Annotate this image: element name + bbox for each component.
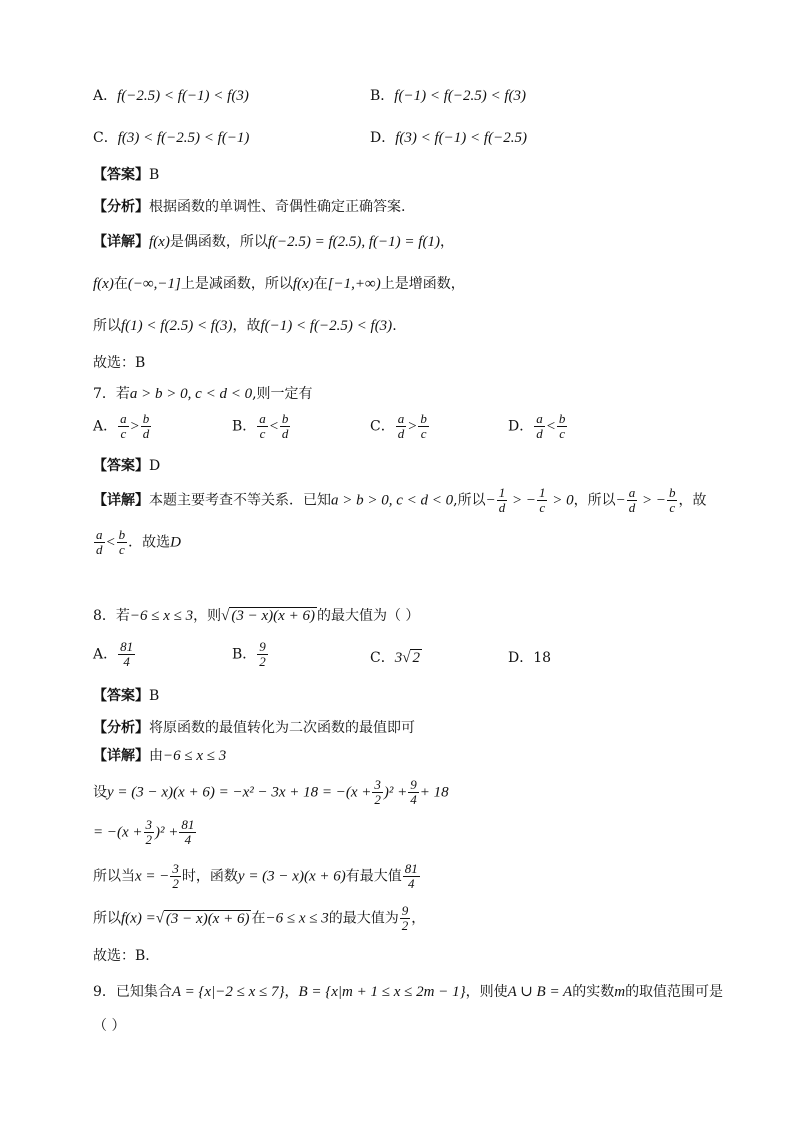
q8-option-a [93,640,136,669]
text: ， [439,234,454,250]
math: x = − [135,868,170,885]
fraction: $\frac{3}{2}$ [172,861,179,891]
math: )² + [155,824,179,841]
fraction: $\frac{b}{c}$ [420,411,427,441]
fraction: $\frac{b}{c}$ [118,527,126,557]
answer-tag: 【答案】 [93,458,149,474]
fraction: $\frac{81}{4}$ [120,639,134,669]
math: f(x) [93,276,114,292]
fraction: $\frac{a}{c}$ [120,411,127,441]
option-letter: D． [508,650,534,666]
math: > − [638,492,666,509]
fraction: $\frac{81}{4}$ [404,861,418,891]
option-letter: D． [370,130,396,146]
text: 9．已知集合 [93,984,172,1000]
math: f(x) [292,276,314,292]
answer-value: D [149,458,161,474]
fraction: $\frac{3}{2}$ [374,777,381,807]
q9-stem [93,982,723,1002]
math: )² + [383,784,408,801]
fraction: $\frac{1}{d}$ [498,485,506,515]
fraction: $\frac{b}{c}$ [558,411,566,441]
text: 故选：B. [93,948,150,964]
answer-tag: 【答案】 [93,688,149,704]
fraction: $\frac{a}{d}$ [628,485,636,515]
text: 上是增函数， [380,276,465,292]
math: f(1) < f(2.5) < f(3) [121,318,233,334]
q6-option-c [93,128,249,148]
fraction: $\frac{1}{c}$ [538,485,546,515]
option-letter: B． [370,88,395,104]
text: ，故 [232,318,261,334]
text: 8．若 [93,608,130,624]
fraction: $\frac{b}{d}$ [142,411,150,441]
q7-answer [93,456,160,476]
q8-choose [93,946,150,966]
q7-detail-line-1 [93,486,706,515]
text: 时，函数 [181,868,238,885]
answer-value: B [149,167,160,183]
q6-detail-line-3 [93,316,397,336]
text: 在 [113,276,128,292]
text: ，所以 [573,492,616,509]
fraction: $\frac{9}{2}$ [259,639,266,669]
q8-detail-line-0 [93,746,226,766]
math: m [614,984,626,1000]
q7-detail-line-2 [93,528,181,557]
fraction: $\frac{a}{d}$ [536,411,543,441]
option-expression: f(3) < f(−2.5) < f(−1) [117,130,250,146]
q8-detail-line-3 [93,862,421,891]
operator: < [268,418,279,435]
q7-option-b [232,412,291,441]
analysis-text: 根据函数的单调性、奇偶性确定正确答案. [149,199,406,215]
q7-option-a [93,412,152,441]
math: (−∞,−1] [127,276,181,292]
text: 由 [149,748,163,764]
text: 的实数 [572,984,615,1000]
q7-option-c [370,412,430,441]
fraction: $\frac{9}{4}$ [410,777,417,807]
text: ，则使 [465,984,508,1000]
math: y = (3 − x)(x + 6) [237,868,346,885]
q8-detail-line-2 [93,818,197,847]
text: 的最大值为（ ） [316,608,420,624]
math: y = (3 − x)(x + 6) = −x² − 3x + 18 = −(x + [107,784,372,801]
option-letter: A． [93,418,118,435]
option-value: 18 [533,650,552,666]
text: 7．若 [93,386,130,402]
text: ．故选 [128,534,171,551]
option-letter: D． [508,418,534,435]
detail-tag: 【详解】 [93,748,149,764]
detail-tag: 【详解】 [93,234,149,250]
text: 设 [93,784,107,801]
math: > 0 [548,492,574,509]
text: 的最大值为 [328,910,399,927]
q8-detail-line-4: 所以f(x) =√ (3 − x)(x + 6) 在−6 ≤ x ≤ 3的最大值为 $\frac{9}{2}$ ， [93,903,426,933]
math: f(x) [149,234,170,250]
q8-answer [93,686,159,706]
text: 在 [313,276,328,292]
math: −6 ≤ x ≤ 3 [129,608,194,624]
option-letter: C． [370,650,395,666]
math: a > b > 0, c < d < 0 [129,386,253,402]
detail-tag: 【详解】 [93,492,149,509]
option-expression: f(−2.5) < f(−1) < f(3) [117,88,249,104]
operator: > [129,418,140,435]
fraction: $\frac{b}{d}$ [281,411,289,441]
math: − [615,492,626,509]
text: ，则 [193,608,222,624]
fraction: $\frac{b}{c}$ [668,485,676,515]
math: D [170,534,181,551]
analysis-tag: 【分析】 [93,199,149,215]
option-letter: C． [370,418,395,435]
text: 所以 [93,910,121,927]
math: A ∪ B = A [507,984,573,1000]
math: 3 [394,650,403,666]
q6-option-a [93,86,249,106]
answer-tag: 【答案】 [93,167,149,183]
option-letter: C． [93,130,118,146]
option-letter: A． [93,88,118,104]
text: . [392,318,397,334]
option-letter: A． [93,646,118,663]
analysis-tag: 【分析】 [93,720,149,736]
text: ,则一定有 [252,386,313,402]
math: −6 ≤ x ≤ 3 [265,910,329,927]
fraction: $\frac{a}{d}$ [397,411,405,441]
text: （ ） [93,1018,126,1034]
math: + 18 [419,784,449,801]
math: = −(x + [93,824,143,841]
math: A = {x|−2 ≤ x ≤ 7} [171,984,285,1000]
q7-option-d [508,412,568,441]
math-radicand: (3 − x)(x + 6) [231,608,315,624]
math: f(−2.5) = f(2.5), f(−1) = f(1) [267,234,440,250]
text: 有最大值 [345,868,402,885]
q8-option-c: C．3√ 2 [370,650,420,666]
option-expression: f(−1) < f(−2.5) < f(3) [394,88,527,104]
option-letter: B． [232,418,257,435]
text: ,所以 [453,492,486,509]
text: 本题主要考查不等关系．已知 [149,492,331,509]
math: − [485,492,496,509]
option-letter: B． [232,646,257,663]
math: < [105,534,116,551]
math: a > b > 0, c < d < 0 [331,492,454,509]
q8-detail-line-1 [93,778,449,807]
fraction: $\frac{81}{4}$ [181,817,195,847]
text: ， [284,984,299,1000]
math: −6 ≤ x ≤ 3 [163,748,227,764]
math: > − [508,492,536,509]
q6-detail-line-1 [93,232,454,252]
q6-answer [93,165,159,185]
q8-option-d [508,648,551,668]
analysis-text: 将原函数的最值转化为二次函数的最值即可 [149,720,415,736]
q8-stem: 8．若−6 ≤ x ≤ 3，则√ (3 − x)(x + 6) 的最大值为（ ） [93,608,420,624]
math-radicand: 2 [412,650,420,666]
operator: > [407,418,418,435]
text: 上是减函数，所以 [180,276,293,292]
math: [−1,+∞) [327,276,381,292]
text: ， [411,910,426,927]
fraction: $\frac{a}{d}$ [96,527,103,557]
q6-choose [93,353,145,373]
math: B = {x|m + 1 ≤ x ≤ 2m − 1} [298,984,466,1000]
text: 在 [251,910,266,927]
q6-analysis [93,197,405,217]
text: 的取值范围可是 [625,984,724,1000]
operator: < [545,418,556,435]
answer-value: B [149,688,160,704]
q8-option-b [232,640,269,669]
q7-stem [93,384,313,404]
math: f(x) = [121,910,156,927]
text: ，故 [678,492,707,509]
q9-stem-line-2 [93,1016,125,1036]
text: 所以当 [93,868,135,885]
q6-option-d [370,128,527,148]
q8-analysis [93,718,415,738]
fraction: $\frac{3}{2}$ [145,817,153,847]
fraction: $\frac{9}{2}$ [401,903,409,933]
text: 是偶函数，所以 [169,234,268,250]
math: f(−1) < f(−2.5) < f(3) [260,318,393,334]
text: 所以 [93,318,121,334]
option-expression: f(3) < f(−1) < f(−2.5) [395,130,527,146]
fraction: $\frac{a}{c}$ [259,411,266,441]
text: 故选：B [93,355,146,371]
q6-option-b [370,86,526,106]
math-radicand: (3 − x)(x + 6) [165,910,250,927]
q6-detail-line-2 [93,274,465,294]
